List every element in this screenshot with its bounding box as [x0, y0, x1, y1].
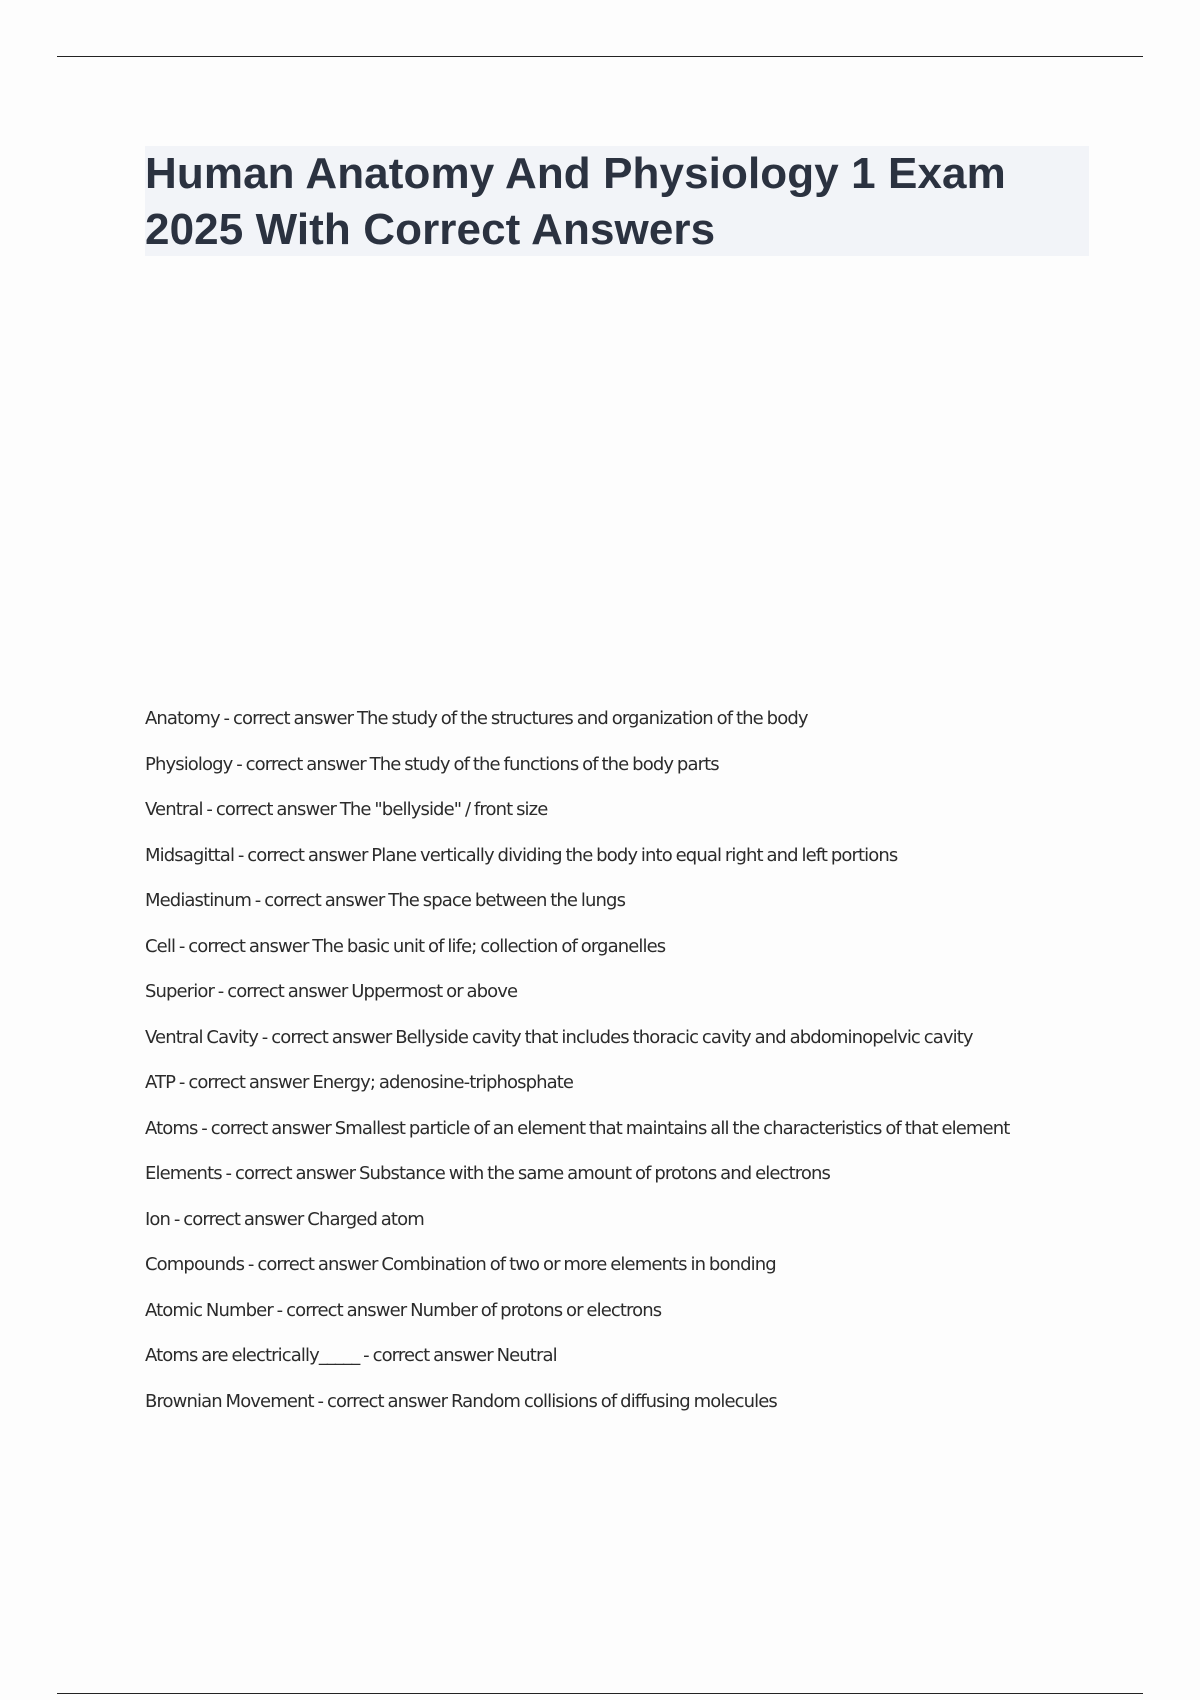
qa-term: Midsagittal	[145, 844, 235, 866]
qa-term: Ventral	[145, 799, 203, 820]
qa-separator: - correct answer	[232, 753, 370, 775]
qa-term: Brownian Movement	[145, 1390, 314, 1412]
qa-separator: - correct answer	[244, 1254, 382, 1275]
qa-answer: Neutral	[496, 1345, 557, 1366]
qa-item	[145, 845, 1145, 891]
qa-answer: Energy; adenosine-triphosphate	[312, 1072, 574, 1093]
qa-answer: Charged atom	[307, 1208, 424, 1230]
qa-answer: Random collisions of diffusing molecules	[450, 1390, 777, 1412]
qa-term: ATP	[145, 1072, 176, 1093]
qa-item	[145, 1072, 1145, 1118]
qa-separator: - correct answer	[272, 1299, 411, 1321]
qa-answer: Bellyside cavity that includes thoracic cavity and abdominopelvic cavity	[395, 1026, 973, 1048]
document-title	[145, 146, 1089, 258]
qa-separator: - correct answer	[234, 844, 372, 866]
qa-separator: - correct answer	[313, 1390, 451, 1412]
qa-term: Ion	[145, 1208, 171, 1230]
qa-list	[145, 708, 1145, 1436]
title-line-1: Human Anatomy And Physiology 1 Exam	[145, 149, 1006, 198]
qa-item	[145, 754, 1145, 800]
qa-item	[145, 1300, 1145, 1346]
qa-term: Cell	[145, 935, 176, 957]
qa-separator: - correct answer	[250, 890, 389, 911]
qa-term: Atoms are electrically_____	[145, 1345, 360, 1366]
qa-term: Ventral Cavity	[145, 1026, 258, 1048]
qa-item	[145, 708, 1145, 754]
qa-item	[145, 936, 1145, 982]
qa-item	[145, 799, 1145, 845]
qa-item	[145, 1391, 1145, 1437]
qa-item	[145, 890, 1145, 936]
qa-separator: - correct answer	[175, 1072, 313, 1093]
qa-item	[145, 1118, 1145, 1164]
qa-separator: - correct answer	[202, 799, 340, 820]
qa-term: Superior	[145, 981, 214, 1002]
qa-answer: The study of the functions of the body parts	[369, 753, 719, 775]
qa-separator: - correct answer	[170, 1208, 308, 1230]
qa-answer: Combination of two or more elements in bonding	[381, 1254, 776, 1275]
qa-term: Anatomy	[145, 708, 220, 729]
qa-term: Elements	[145, 1163, 222, 1184]
qa-separator: - correct answer	[221, 1163, 359, 1184]
top-rule	[57, 56, 1143, 57]
qa-item	[145, 1345, 1145, 1391]
qa-item	[145, 1254, 1145, 1300]
qa-answer: The space between the lungs	[388, 890, 626, 911]
qa-separator: - correct answer	[213, 981, 352, 1002]
qa-item	[145, 1209, 1145, 1255]
bottom-rule	[57, 1693, 1143, 1694]
qa-separator: - correct answer	[257, 1026, 396, 1048]
qa-answer: Plane vertically dividing the body into equal right and left portions	[371, 844, 898, 866]
qa-answer: The "bellyside" / front size	[339, 799, 548, 820]
qa-term: Mediastinum	[145, 890, 251, 911]
qa-answer: Substance with the same amount of protons and electrons	[358, 1163, 830, 1184]
qa-answer: The basic unit of life; collection of organelles	[312, 935, 666, 957]
qa-term: Atoms	[145, 1117, 198, 1139]
qa-item	[145, 981, 1145, 1027]
qa-term: Physiology	[145, 753, 233, 775]
qa-answer: Smallest particle of an element that maintains all the characteristics of that element	[334, 1117, 1010, 1139]
qa-separator: - correct answer	[197, 1117, 335, 1139]
title-block	[145, 146, 1089, 256]
qa-separator: - correct answer	[175, 935, 313, 957]
qa-separator: - correct answer	[359, 1345, 497, 1366]
qa-term: Atomic Number	[145, 1299, 273, 1321]
qa-item	[145, 1163, 1145, 1209]
qa-separator: - correct answer	[219, 708, 357, 729]
qa-item	[145, 1027, 1145, 1073]
title-line-2: 2025 With Correct Answers	[145, 205, 716, 254]
qa-answer: The study of the structures and organization of the body	[356, 708, 808, 729]
qa-term: Compounds	[145, 1254, 245, 1275]
qa-answer: Uppermost or above	[351, 981, 518, 1002]
qa-answer: Number of protons or electrons	[410, 1299, 662, 1321]
